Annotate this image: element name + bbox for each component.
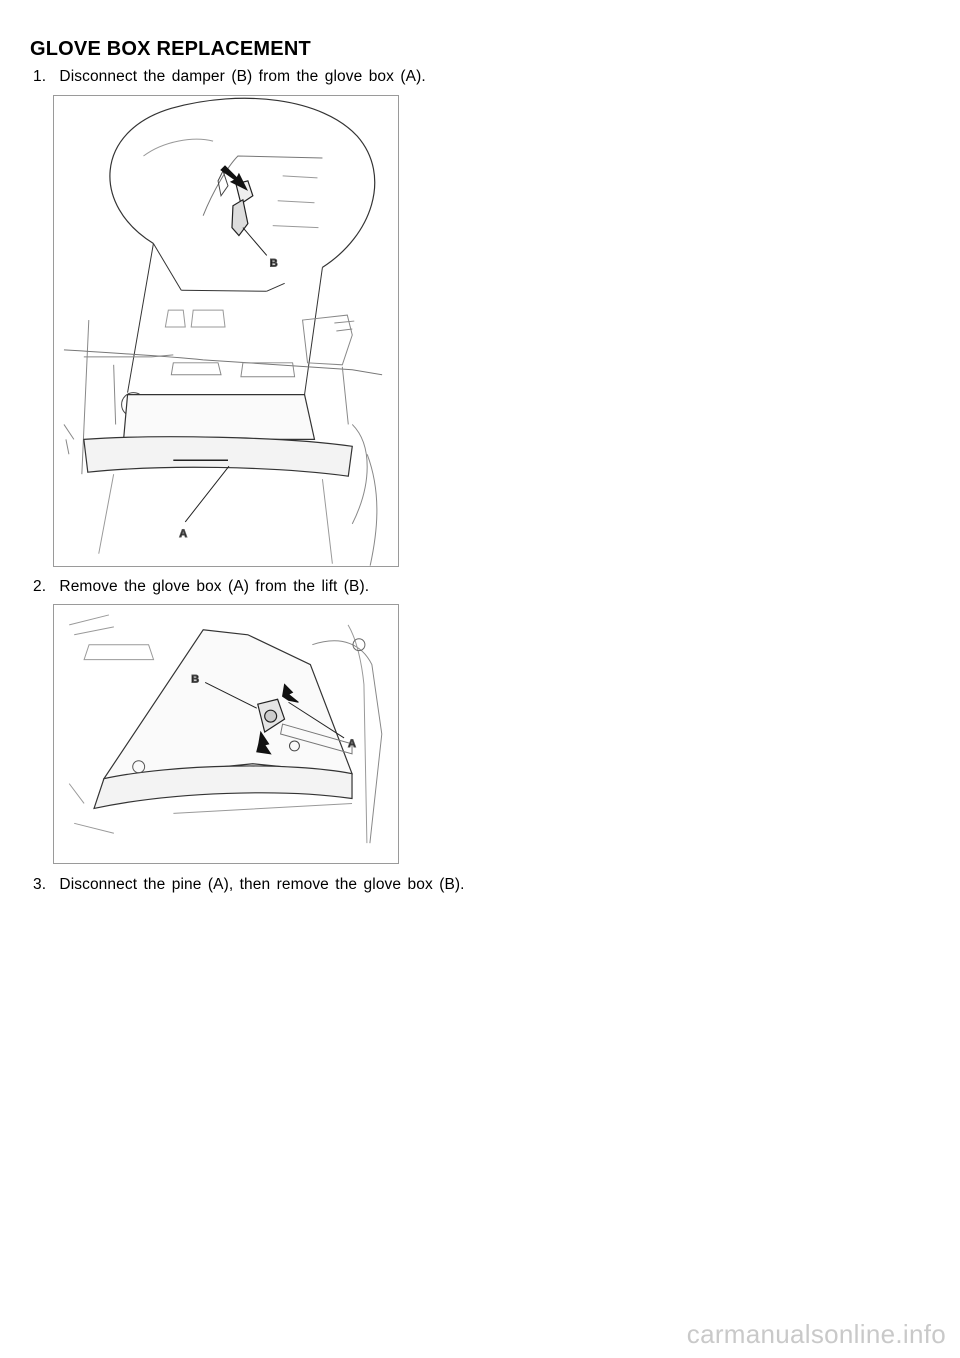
step-text: Remove the glove box (A) from the lift (B). <box>59 578 370 595</box>
label-a: A <box>348 737 356 750</box>
glove-box-illustration <box>94 630 352 809</box>
step-text: Disconnect the pine (A), then remove the glove box (B). <box>59 876 465 893</box>
step-number: 2. <box>33 578 47 595</box>
label-b: B <box>191 673 200 686</box>
step-number: 1. <box>33 68 47 85</box>
step-number: 3. <box>33 876 47 893</box>
damper-detail <box>232 181 253 236</box>
step-2 <box>33 578 369 596</box>
step-text: Disconnect the damper (B) from the glove box (A). <box>59 68 426 85</box>
step-1 <box>33 68 426 86</box>
label-a: A <box>179 527 188 540</box>
leader-b-upper <box>243 228 267 256</box>
figure-2-lift-diagram <box>53 604 399 864</box>
label-b-detail: B <box>269 257 278 270</box>
detail-pointer-left <box>128 244 154 393</box>
page-title: GLOVE BOX REPLACEMENT <box>30 38 311 60</box>
detail-pointer-right <box>305 267 323 394</box>
watermark: carmanualsonline.info <box>686 1319 946 1349</box>
step-3 <box>33 876 465 894</box>
glove-box-illustration <box>84 395 352 477</box>
leader-a <box>185 466 229 522</box>
figure-1-damper-diagram <box>53 95 399 567</box>
